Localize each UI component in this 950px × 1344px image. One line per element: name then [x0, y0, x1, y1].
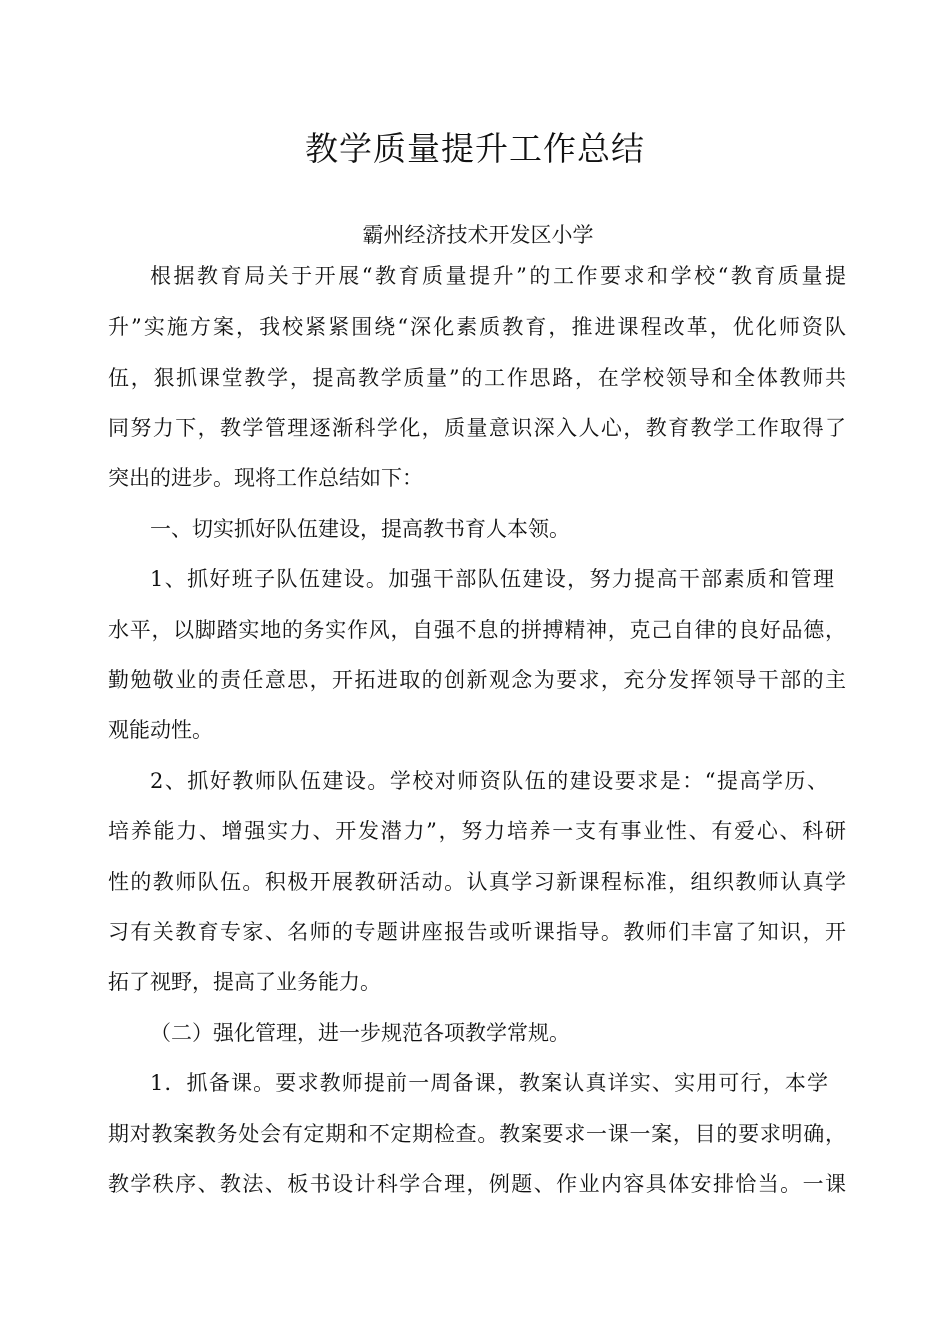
paragraph-line: 伍，狠抓课堂教学，提高教学质量”的工作思路，在学校领导和全体教师共	[108, 366, 846, 390]
paragraph-line: 习有关教育专家、名师的专题讲座报告或听课指导。教师们丰富了知识，开	[108, 920, 846, 944]
paragraph-line: 1、抓好班子队伍建设。加强干部队伍建设，努力提高干部素质和管理	[150, 567, 834, 591]
paragraph-line: 性的教师队伍。积极开展教研活动。认真学习新课程标准，组织教师认真学	[108, 870, 846, 894]
paragraph-line: 同努力下，教学管理逐渐科学化，质量意识深入人心，教育教学工作取得了	[108, 416, 846, 440]
document-title: 教学质量提升工作总结	[305, 129, 645, 168]
section-heading: （二）强化管理，进一步规范各项教学常规。	[150, 1021, 570, 1045]
paragraph-line: 拓了视野，提高了业务能力。	[108, 970, 381, 994]
paragraph-line: 根据教育局关于开展“教育质量提升”的工作要求和学校“教育质量提	[150, 264, 846, 288]
paragraph-line: 突出的进步。现将工作总结如下：	[108, 466, 423, 490]
paragraph-line: 期对教案教务处会有定期和不定期检查。教案要求一课一案，目的要求明确，	[108, 1122, 846, 1146]
document-subtitle: 霸州经济技术开发区小学	[362, 223, 594, 247]
paragraph-line: 观能动性。	[108, 718, 213, 742]
paragraph-line: 1．抓备课。要求教师提前一周备课，教案认真详实、实用可行，本学	[150, 1071, 828, 1095]
paragraph-line: 2、抓好教师队伍建设。学校对师资队伍的建设要求是：“提高学历、	[150, 769, 828, 793]
paragraph-line: 教学秩序、教法、板书设计科学合理，例题、作业内容具体安排恰当。一课	[108, 1172, 846, 1196]
paragraph-line: 培养能力、增强实力、开发潜力”，努力培养一支有事业性、有爱心、科研	[108, 819, 846, 843]
paragraph-line: 升”实施方案，我校紧紧围绕“深化素质教育，推进课程改革，优化师资队	[108, 315, 846, 339]
paragraph-line: 水平，以脚踏实地的务实作风，自强不息的拼搏精神，克己自律的良好品德，	[108, 618, 846, 642]
section-heading: 一、切实抓好队伍建设，提高教书育人本领。	[150, 517, 570, 541]
paragraph-line: 勤勉敬业的责任意思，开拓进取的创新观念为要求，充分发挥领导干部的主	[108, 668, 846, 692]
